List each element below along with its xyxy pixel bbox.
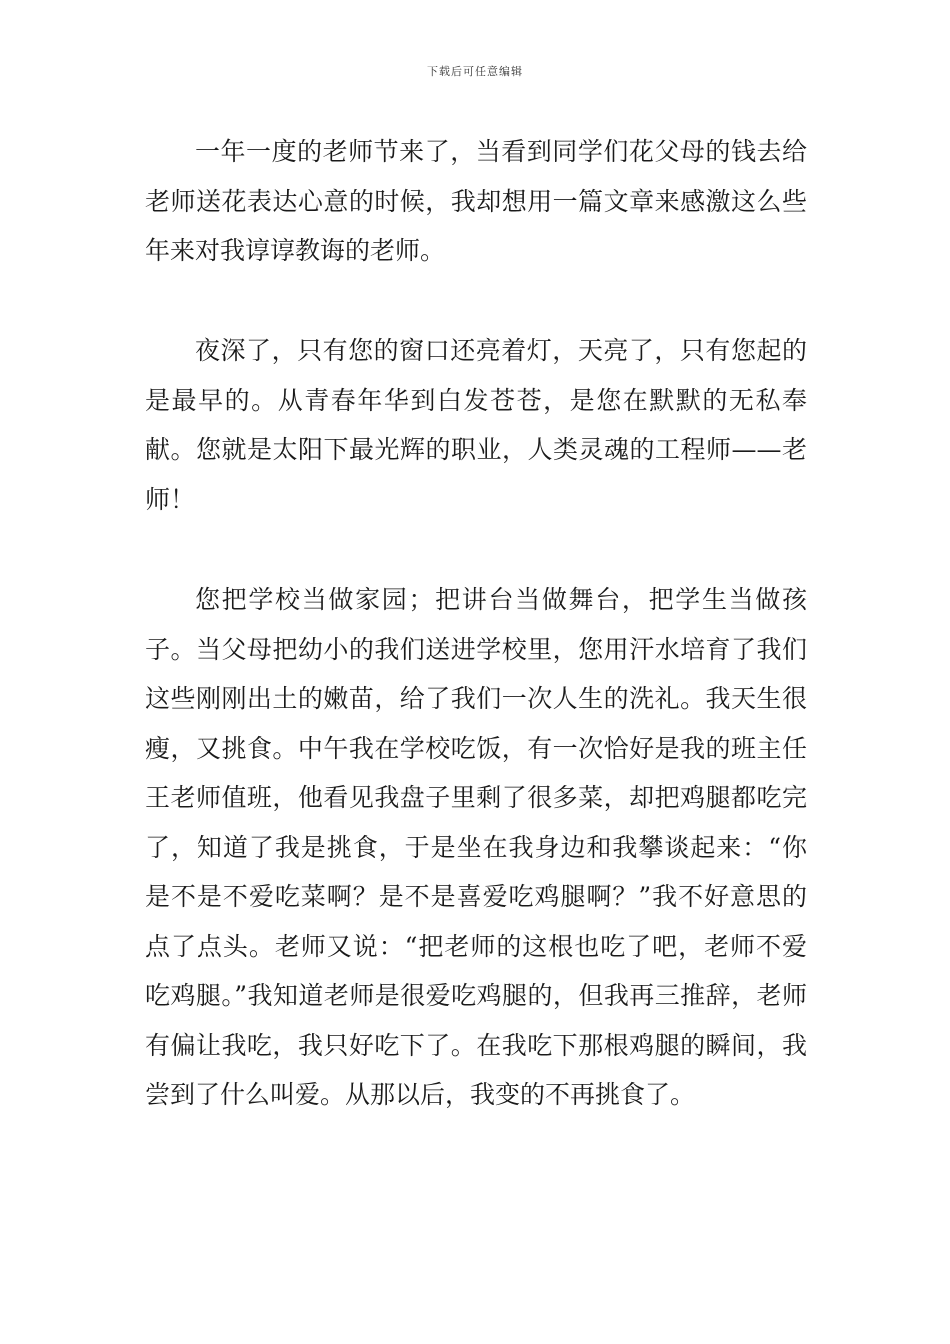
paragraph-2: 夜深了，只有您的窗口还亮着灯，天亮了，只有您起的是最早的。从青春年华到白发苍苍，是您在默默的无私奉献。您就是太阳下最光辉的职业，人类灵魂的工程师——老师！ (145, 336, 807, 514)
paragraph-3: 您把学校当做家园；把讲台当做舞台，把学生当做孩子。当父母把幼小的我们送进学校里，您用汗水培育了我们这些刚刚出土的嫩苗，给了我们一次人生的洗礼。我天生很瘦，又挑食。中午我在学校吃饭，有一次恰好是我的班主任王老师值班，他看见我盘子里剩了很多菜，却把鸡腿都吃完了，知道了我是挑食，于是坐在我身边和我攀谈起来：“你是不是不爱吃菜啊？是不是喜爱吃鸡腿啊？”我不好意思的点了点头。老师又说：“把老师的这根也吃了吧，老师不爱吃鸡腿。”我知道老师是很爱吃鸡腿的，但我再三推辞，老师有偏让我吃，我只好吃下了。在我吃下那根鸡腿的瞬间，我尝到了什么叫爱。从那以后，我变的不再挑食了。 (145, 585, 807, 1109)
paragraph-block (145, 575, 807, 1120)
paragraph-block (145, 326, 807, 524)
download-note-header: 下载后可任意编辑 (427, 65, 523, 78)
paragraph-block (145, 127, 807, 276)
paragraph-1: 一年一度的老师节来了，当看到同学们花父母的钱去给老师送花表达心意的时候，我却想用一篇文章来感激这么些年来对我谆谆教诲的老师。 (145, 137, 807, 265)
